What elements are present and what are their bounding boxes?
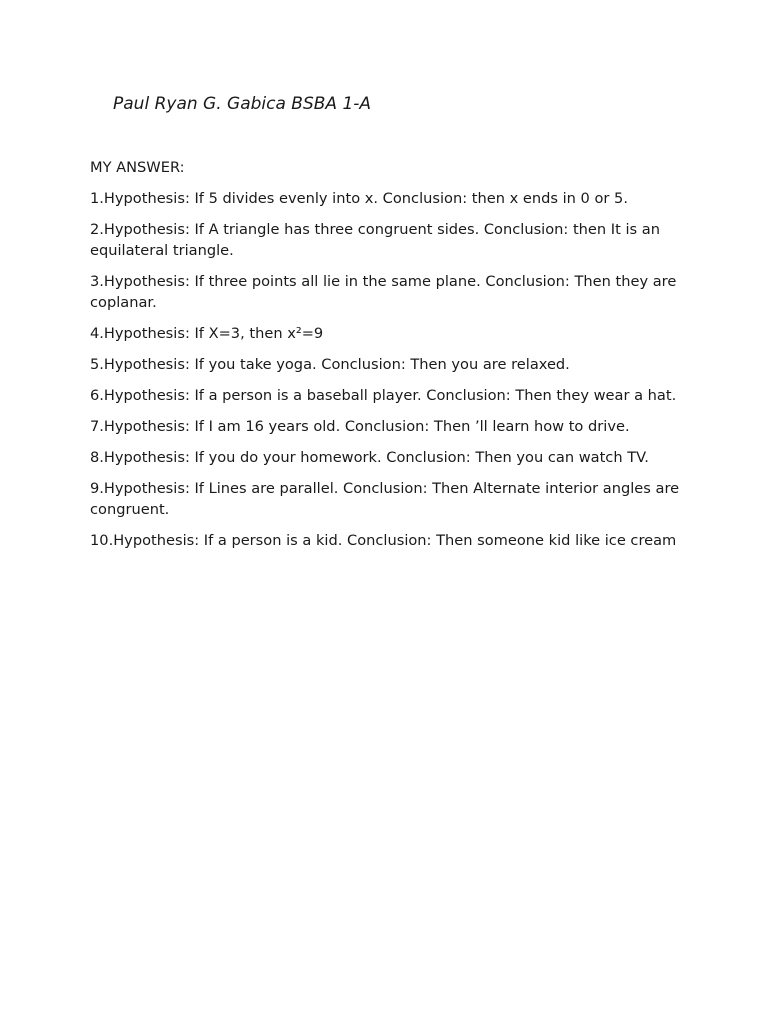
answer-heading: MY ANSWER: (90, 159, 185, 176)
answer-item-1: 1.Hypothesis: If 5 divides evenly into x. Conclusion: then x ends in 0 or 5. (90, 190, 628, 207)
author-line: Paul Ryan G. Gabica BSBA 1-A (113, 94, 372, 114)
answer-item-10: 10.Hypothesis: If a person is a kid. Conclusion: Then someone kid like ice cream (90, 532, 677, 549)
answer-item-8: 8.Hypothesis: If you do your homework. Conclusion: Then you can watch TV. (90, 449, 649, 466)
answer-item-4: 4.Hypothesis: If X=3, then x²=9 (90, 325, 324, 342)
answer-item-5: 5.Hypothesis: If you take yoga. Conclusion: Then you are relaxed. (90, 356, 570, 373)
answer-item-2: 2.Hypothesis: If A triangle has three congruent sides. Conclusion: then It is an equilateral triangle. (90, 221, 660, 259)
answer-section (90, 157, 680, 561)
answer-item-9: 9.Hypothesis: If Lines are parallel. Conclusion: Then Alternate interior angles are congruent. (90, 480, 680, 518)
answer-item-3: 3.Hypothesis: If three points all lie in the same plane. Conclusion: Then they are coplanar. (90, 273, 677, 311)
answer-item-7: 7.Hypothesis: If I am 16 years old. Conclusion: Then ’ll learn how to drive. (90, 418, 630, 435)
answer-item-6: 6.Hypothesis: If a person is a baseball player. Conclusion: Then they wear a hat. (90, 387, 677, 404)
